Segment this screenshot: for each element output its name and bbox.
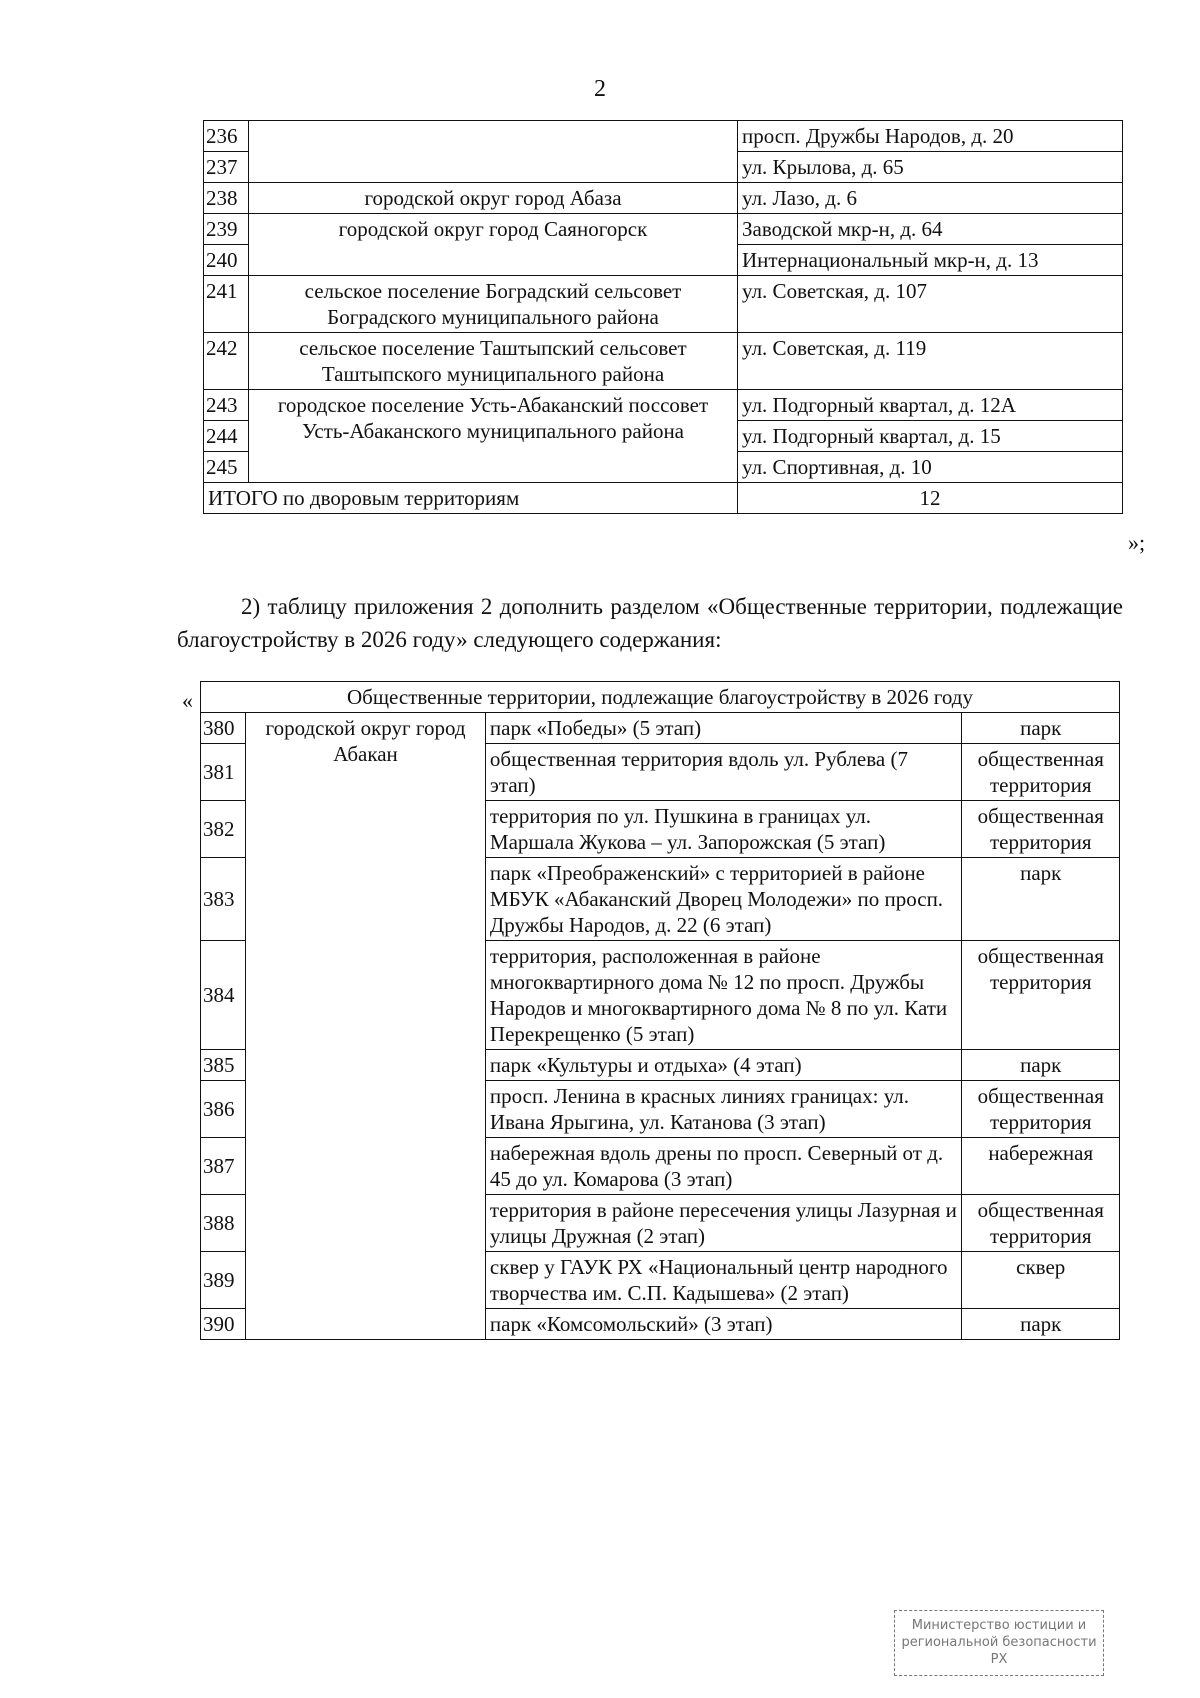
row-number: 238 — [204, 183, 249, 214]
total-label: ИТОГО по дворовым территориям — [204, 483, 738, 514]
territory-name: территория по ул. Пушкина в границах ул. Маршала Жукова – ул. Запорожская (5 этап) — [485, 801, 962, 858]
total-row — [204, 483, 1123, 514]
address-cell: ул. Спортивная, д. 10 — [738, 452, 1123, 483]
row-number: 383 — [201, 858, 246, 941]
territory-type: парк — [962, 713, 1120, 744]
amendment-paragraph: 2) таблицу приложения 2 дополнить разделом «Общественные территории, подлежащие благоустройству в 2026 году» следующего содержания: — [177, 594, 1123, 652]
territory-name: общественная территория вдоль ул. Рублева (7 этап) — [485, 744, 962, 801]
territory-name: сквер у ГАУК РХ «Национальный центр народного творчества им. С.П. Кадышева» (2 этап) — [485, 1252, 962, 1309]
row-number: 385 — [201, 1050, 246, 1081]
territory-name: парк «Победы» (5 этап) — [485, 713, 962, 744]
table-row — [204, 390, 1123, 421]
address-cell: ул. Подгорный квартал, д. 12А — [738, 390, 1123, 421]
area-cell — [249, 121, 738, 183]
registration-stamp: Министерство юстиции и региональной безопасности РХ — [894, 1610, 1104, 1676]
section-title: Общественные территории, подлежащие благоустройству в 2026 году — [201, 682, 1120, 713]
area-cell: городское поселение Усть-Абаканский поссовет Усть-Абаканского муниципального района — [249, 390, 738, 483]
row-number: 242 — [204, 333, 249, 390]
territory-name: парк «Комсомольский» (3 этап) — [485, 1309, 962, 1340]
row-number: 236 — [204, 121, 249, 152]
territory-type: парк — [962, 858, 1120, 941]
address-cell: ул. Крылова, д. 65 — [738, 152, 1123, 183]
yard-territories-table — [203, 120, 1123, 514]
table-row — [204, 276, 1123, 333]
address-cell: Заводской мкр-н, д. 64 — [738, 214, 1123, 245]
row-number: 380 — [201, 713, 246, 744]
area-cell: городской округ город Саяногорск — [249, 214, 738, 276]
row-number: 239 — [204, 214, 249, 245]
area-cell: городской округ город Абаза — [249, 183, 738, 214]
address-cell: ул. Подгорный квартал, д. 15 — [738, 421, 1123, 452]
territory-name: территория в районе пересечения улицы Лазурная и улицы Дружная (2 этап) — [485, 1195, 962, 1252]
row-number: 387 — [201, 1138, 246, 1195]
public-territories-table — [200, 681, 1120, 1340]
territory-type: общественная территория — [962, 1195, 1120, 1252]
territory-type: общественная территория — [962, 941, 1120, 1050]
territory-type: общественная территория — [962, 1081, 1120, 1138]
page-number: 2 — [594, 76, 606, 102]
territory-type: общественная территория — [962, 744, 1120, 801]
territory-type: набережная — [962, 1138, 1120, 1195]
quote-open-mark: « — [182, 688, 193, 713]
address-cell: ул. Лазо, д. 6 — [738, 183, 1123, 214]
territory-name: парк «Культуры и отдыха» (4 этап) — [485, 1050, 962, 1081]
table-row — [204, 214, 1123, 245]
row-number: 244 — [204, 421, 249, 452]
table-row — [204, 333, 1123, 390]
total-value: 12 — [738, 483, 1123, 514]
row-number: 237 — [204, 152, 249, 183]
row-number: 384 — [201, 941, 246, 1050]
territory-name: просп. Ленина в красных линиях границах: ул. Ивана Ярыгина, ул. Катанова (3 этап) — [485, 1081, 962, 1138]
territory-name: парк «Преображенский» с территорией в районе МБУК «Абаканский Дворец Молодежи» по просп. Дружбы Народов, д. 22 (6 этап) — [485, 858, 962, 941]
territory-type: парк — [962, 1050, 1120, 1081]
area-cell: сельское поселение Боградский сельсовет Боградского муниципального района — [249, 276, 738, 333]
row-number: 381 — [201, 744, 246, 801]
row-number: 388 — [201, 1195, 246, 1252]
territory-type: общественная территория — [962, 801, 1120, 858]
section-header-row — [201, 682, 1120, 713]
row-number: 240 — [204, 245, 249, 276]
table-row — [204, 183, 1123, 214]
address-cell: ул. Советская, д. 107 — [738, 276, 1123, 333]
territory-type: сквер — [962, 1252, 1120, 1309]
territory-type: парк — [962, 1309, 1120, 1340]
territory-name: территория, расположенная в районе многоквартирного дома № 12 по просп. Дружбы Народов и многоквартирного дома № 8 по ул. Кати Перекрещенко (5 этап) — [485, 941, 962, 1050]
row-number: 241 — [204, 276, 249, 333]
address-cell: просп. Дружбы Народов, д. 20 — [738, 121, 1123, 152]
row-number: 243 — [204, 390, 249, 421]
area-cell: городской округ город Абакан — [246, 713, 486, 1340]
address-cell: Интернациональный мкр-н, д. 13 — [738, 245, 1123, 276]
row-number: 390 — [201, 1309, 246, 1340]
quote-close-mark: »; — [1128, 530, 1146, 555]
table-row — [204, 121, 1123, 152]
row-number: 386 — [201, 1081, 246, 1138]
row-number: 245 — [204, 452, 249, 483]
territory-name: набережная вдоль дрены по просп. Северный от д. 45 до ул. Комарова (3 этап) — [485, 1138, 962, 1195]
row-number: 382 — [201, 801, 246, 858]
row-number: 389 — [201, 1252, 246, 1309]
address-cell: ул. Советская, д. 119 — [738, 333, 1123, 390]
table-row — [201, 713, 1120, 744]
area-cell: сельское поселение Таштыпский сельсовет Таштыпского муниципального района — [249, 333, 738, 390]
